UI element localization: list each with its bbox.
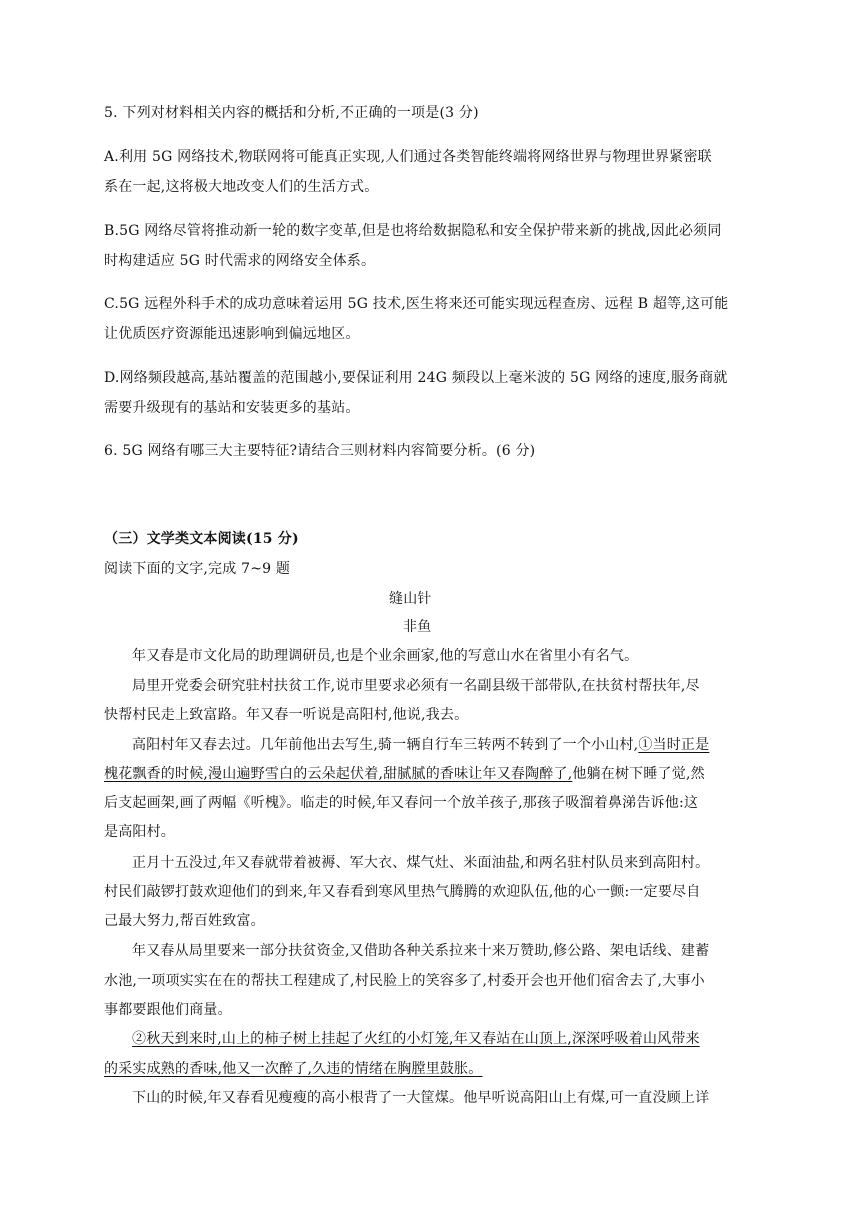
passage-line: 正月十五没过,年又春就带着被褥、军大衣、煤气灶、米面油盐,和两名驻村队员来到高阳村。 <box>132 855 710 871</box>
q5-option-d-line2: 需要升级现有的基站和安装更多的基站。 <box>104 400 360 416</box>
q5-stem: 5. 下列对材料相关内容的概括和分析,不正确的一项是(3 分) <box>104 105 479 121</box>
passage-line <box>104 764 705 784</box>
q6-stem: 6. 5G 网络有哪三大主要特征?请结合三则材料内容简要分析。(6 分) <box>104 443 536 459</box>
section-heading: （三）文学类文本阅读(15 分) <box>104 531 299 547</box>
section-instruction: 阅读下面的文字,完成 7~9 题 <box>104 561 291 577</box>
passage-line: 村民们敲锣打鼓欢迎他们的到来,年又春看到寒风里热气腾腾的欢迎队伍,他的心一颤:一定要尽自 <box>104 884 701 900</box>
story-title: 缝山针 <box>389 591 432 607</box>
passage-line: 是高阳村。 <box>104 824 175 840</box>
passage-line: 水池,一项项实实在在的帮扶工程建成了,村民脸上的笑容多了,村委开会也开他们宿舍去了,大事小 <box>104 973 705 989</box>
underlined-sentence-1-start: ①当时正是 <box>638 737 710 753</box>
q5-option-a-line1: A.利用 5G 网络技术,物联网将可能真正实现,人们通过各类智能终端将网络世界与物理世界紧密联 <box>104 149 712 165</box>
underlined-sentence-2-cont: 的采实成熟的香味,他又一次醉了,久违的情绪在胸膛里鼓胀。 <box>104 1061 483 1077</box>
underlined-sentence-2: ②秋天到来时,山上的柿子树上挂起了火红的小灯笼,年又春站在山顶上,深深呼吸着山风带来 <box>132 1031 700 1047</box>
underlined-sentence-1: 槐花飘香的时候,漫山遍野雪白的云朵起伏着,甜腻腻的香味让年又春陶醉了, <box>104 766 573 782</box>
passage-line: 事都要跟他们商量。 <box>104 1002 232 1018</box>
q5-option-a-line2: 系在一起,这将极大地改变人们的生活方式。 <box>104 179 379 195</box>
passage-line: 后支起画架,画了两幅《听槐》。临走的时候,年又春问一个放羊孩子,那孩子吸溜着鼻涕告诉他:这 <box>104 795 699 811</box>
passage-line: 快帮村民走上致富路。年又春一听说是高阳村,他说,我去。 <box>104 707 469 723</box>
passage-line: 下山的时候,年又春看见瘦瘦的高小根背了一大筐煤。他早听说高阳山上有煤,可一直没顾上详 <box>132 1090 710 1106</box>
q5-option-d-line1: D.网络频段越高,基站覆盖的范围越小,要保证利用 24G 频段以上毫米波的 5G 网络的速度,服务商就 <box>104 370 728 386</box>
q5-option-b-line1: B.5G 网络尽管将推动新一轮的数字变革,但是也将给数据隐私和安全保护带来新的挑战,因此必须同 <box>104 223 722 239</box>
passage-text: 高阳村年又春去过。几年前他出去写生,骑一辆自行车三转两不转到了一个小山村, <box>132 737 639 753</box>
passage-line <box>132 735 709 755</box>
q5-option-b-line2: 时构建适应 5G 时代需求的网络安全体系。 <box>104 253 376 269</box>
story-author: 非鱼 <box>403 619 432 635</box>
passage-line: 年又春是市文化局的助理调研员,也是个业余画家,他的写意山水在省里小有名气。 <box>132 648 639 664</box>
passage-text: 他躺在树下睡了觉,然 <box>572 766 705 782</box>
q5-option-c-line2: 让优质医疗资源能迅速影响到偏远地区。 <box>104 326 360 342</box>
passage-line: 年又春从局里要来一部分扶贫资金,又借助各种关系拉来十来万赞助,修公路、架电话线、建蓄 <box>132 943 710 959</box>
passage-line: 局里开党委会研究驻村扶贫工作,说市里要求必须有一名副县级干部带队,在扶贫村帮扶年,尽 <box>132 678 700 694</box>
passage-line: 己最大努力,帮百姓致富。 <box>104 913 265 929</box>
q5-option-c-line1: C.5G 远程外科手术的成功意味着运用 5G 技术,医生将来还可能实现远程查房、远程 B 超等,这可能 <box>104 296 729 312</box>
